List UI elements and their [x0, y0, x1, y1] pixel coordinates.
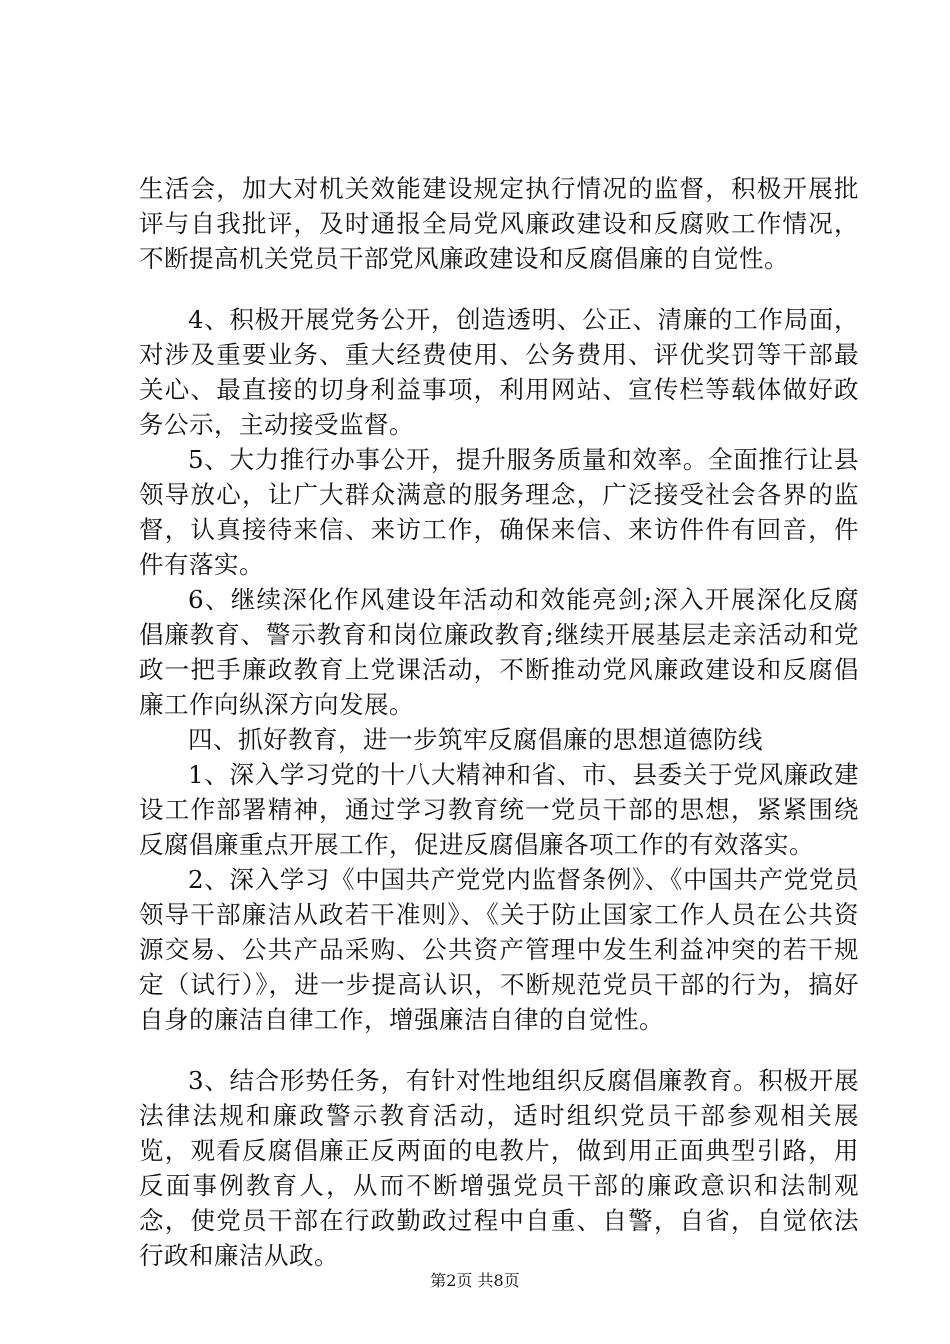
page-footer: 第2页 共8页	[430, 1271, 520, 1290]
paragraph-item-5: 5、大力推行办事公开，提升服务质量和效率。全面推行让县领导放心，让广大群众满意的服务理念，广泛接受社会各界的监督，认真接待来信、来访工作，确保来信、来访件件有回音，件件有落实。	[139, 445, 859, 579]
paragraph-continuation: 生活会，加大对机关效能建设规定执行情况的监督，积极开展批评与自我批评，及时通报全局党风廉政建设和反腐败工作情况，不断提高机关党员干部党风廉政建设和反腐倡廉的自觉性。	[139, 174, 859, 273]
paragraph-item-3: 3、结合形势任务，有针对性地组织反腐倡廉教育。积极开展法律法规和廉政警示教育活动，适时组织党员干部参观相关展览，观看反腐倡廉正反两面的电教片，做到用正面典型引路，用反面事例教育人，从而不断增强党员干部的廉政意识和法制观念，使党员干部在行政勤政过程中自重、自警，自省，自觉依法行政和廉洁从政。	[139, 1066, 859, 1270]
paragraph-item-2: 2、深入学习《中国共产党党内监督条例》、《中国共产党党员领导干部廉洁从政若干准则》、《关于防止国家工作人员在公共资源交易、公共产品采购、公共资产管理中发生利益冲突的若干规定（试行）》，进一步提高认识，不断规范党员干部的行为，搞好自身的廉洁自律工作，增强廉洁自律的自觉性。	[139, 865, 859, 1034]
section-heading-4: 四、抓好教育，进一步筑牢反腐倡廉的思想道德防线	[188, 725, 763, 754]
paragraph-item-4: 4、积极开展党务公开，创造透明、公正、清廉的工作局面，对涉及重要业务、重大经费使用、公务费用、评优奖罚等干部最关心、最直接的切身利益事项，利用网站、宣传栏等载体做好政务公示，主动接受监督。	[139, 305, 859, 439]
paragraph-item-6: 6、继续深化作风建设年活动和效能亮剑;深入开展深化反腐倡廉教育、警示教育和岗位廉政教育;继续开展基层走亲活动和党政一把手廉政教育上党课活动，不断推动党风廉政建设和反腐倡廉工作向纵深方向发展。	[139, 585, 859, 719]
document-body	[139, 171, 859, 1273]
paragraph-item-1: 1、深入学习党的十八大精神和省、市、县委关于党风廉政建设工作部署精神，通过学习教育统一党员干部的思想，紧紧围绕反腐倡廉重点开展工作，促进反腐倡廉各项工作的有效落实。	[139, 760, 859, 859]
